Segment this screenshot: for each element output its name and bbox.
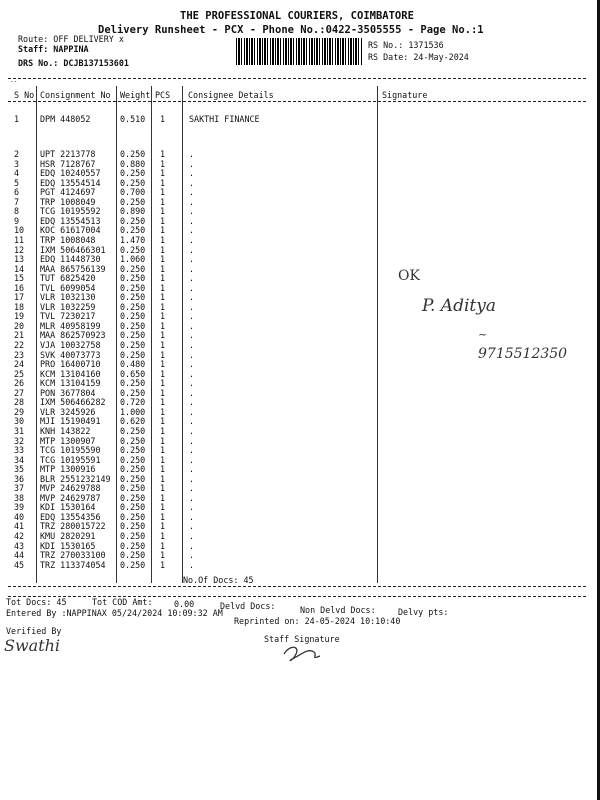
row-pcs: 1 bbox=[160, 206, 166, 217]
row-pcs: 1 bbox=[160, 387, 166, 398]
row-sno: 1 bbox=[14, 114, 20, 124]
handwritten-phone: 9715512350 bbox=[478, 346, 568, 362]
row-consignee: . bbox=[189, 473, 195, 484]
row-consignee: . bbox=[189, 196, 195, 207]
row-consignee: . bbox=[189, 445, 195, 456]
row-consignee: . bbox=[189, 425, 195, 436]
row-weight: 0.250 bbox=[120, 454, 146, 465]
row-pcs: 1 bbox=[160, 225, 166, 236]
row-weight: 1.060 bbox=[120, 254, 146, 265]
row-cons: IXM 506466301 bbox=[40, 244, 106, 255]
row-cons: TRZ 270033100 bbox=[40, 550, 106, 561]
row-weight: 0.250 bbox=[120, 540, 146, 551]
row-cons: TRP 1008048 bbox=[40, 234, 96, 245]
row-weight: 0.250 bbox=[120, 435, 146, 446]
row-consignee: . bbox=[189, 454, 195, 465]
row-cons: UPT 2213778 bbox=[40, 149, 96, 159]
row-weight: 0.720 bbox=[120, 397, 146, 408]
row-sno: 43 bbox=[14, 540, 25, 551]
row-cons: DPM 448052 bbox=[40, 114, 91, 124]
row-weight: 1.470 bbox=[120, 234, 146, 245]
row-cons: TUT 6825420 bbox=[40, 273, 96, 284]
row-consignee: . bbox=[189, 225, 195, 236]
row-consignee: . bbox=[189, 149, 195, 159]
row-cons: PRO 16400710 bbox=[40, 359, 101, 370]
row-weight: 0.250 bbox=[120, 168, 146, 179]
row-pcs: 1 bbox=[160, 464, 166, 475]
row-sno: 28 bbox=[14, 397, 25, 408]
row-cons: SVK 40073773 bbox=[40, 349, 101, 360]
row-cons: MJI 15190491 bbox=[40, 416, 101, 427]
row-sno: 33 bbox=[14, 445, 25, 456]
row-cons: KOC 61617004 bbox=[40, 225, 101, 236]
row-consignee: . bbox=[189, 292, 195, 303]
column-separator bbox=[377, 86, 378, 583]
row-cons: PGT 4124697 bbox=[40, 187, 96, 198]
row-pcs: 1 bbox=[160, 234, 166, 245]
row-weight: 0.880 bbox=[120, 158, 146, 169]
row-cons: EDQ 13554356 bbox=[40, 511, 101, 522]
row-pcs: 1 bbox=[160, 187, 166, 198]
company-title: THE PROFESSIONAL COURIERS, COIMBATORE bbox=[180, 10, 414, 22]
row-consignee: . bbox=[189, 464, 195, 475]
row-pcs: 1 bbox=[160, 340, 166, 350]
row-cons: KCM 13104159 bbox=[40, 378, 101, 389]
row-cons: TVL 6099054 bbox=[40, 282, 96, 293]
row-pcs: 1 bbox=[160, 454, 166, 465]
row-pcs: 1 bbox=[160, 114, 166, 124]
row-sno: 26 bbox=[14, 378, 25, 389]
row-cons: TRZ 113374054 bbox=[40, 559, 106, 570]
row-consignee: . bbox=[189, 320, 195, 331]
row-weight: 0.250 bbox=[120, 521, 146, 532]
row-weight: 0.250 bbox=[120, 464, 146, 475]
row-sno: 6 bbox=[14, 187, 20, 198]
row-consignee: . bbox=[189, 301, 195, 312]
row-pcs: 1 bbox=[160, 282, 166, 293]
row-weight: 0.620 bbox=[120, 416, 146, 427]
drs-number: DRS No.: DCJB137153601 bbox=[18, 58, 129, 68]
row-sno: 32 bbox=[14, 435, 25, 446]
row-weight: 0.250 bbox=[120, 531, 146, 541]
row-sno: 4 bbox=[14, 168, 20, 179]
row-sno: 24 bbox=[14, 359, 25, 370]
row-pcs: 1 bbox=[160, 273, 166, 284]
row-consignee: . bbox=[189, 330, 195, 341]
row-weight: 0.250 bbox=[120, 492, 146, 503]
row-pcs: 1 bbox=[160, 311, 166, 322]
row-sno: 12 bbox=[14, 244, 25, 255]
row-pcs: 1 bbox=[160, 301, 166, 312]
row-consignee: . bbox=[189, 359, 195, 370]
row-cons: VLR 1032130 bbox=[40, 292, 96, 303]
row-sno: 36 bbox=[14, 473, 25, 484]
row-consignee: . bbox=[189, 168, 195, 179]
row-weight: 0.510 bbox=[120, 114, 146, 124]
row-pcs: 1 bbox=[160, 406, 166, 417]
verifier-handwritten: Swathi bbox=[4, 636, 61, 655]
row-consignee: . bbox=[189, 263, 195, 274]
row-consignee: . bbox=[189, 435, 195, 446]
row-cons: MVP 24629788 bbox=[40, 483, 101, 494]
divider bbox=[8, 101, 586, 102]
row-weight: 0.250 bbox=[120, 244, 146, 255]
row-pcs: 1 bbox=[160, 521, 166, 532]
row-sno: 10 bbox=[14, 225, 25, 236]
row-cons: IXM 506466282 bbox=[40, 397, 106, 408]
rs-date: RS Date: 24-May-2024 bbox=[368, 52, 469, 62]
row-sno: 13 bbox=[14, 254, 25, 265]
row-pcs: 1 bbox=[160, 511, 166, 522]
row-sno: 20 bbox=[14, 320, 25, 331]
row-sno: 8 bbox=[14, 206, 20, 217]
runsheet-title: Delivery Runsheet - PCX - Phone No.:0422-3505555 - Page No.:1 bbox=[98, 24, 484, 36]
row-consignee: . bbox=[189, 559, 195, 570]
row-weight: 0.250 bbox=[120, 502, 146, 513]
col-consignee: Consignee Details bbox=[188, 90, 274, 100]
row-consignee: . bbox=[189, 387, 195, 398]
row-cons: HSR 7128767 bbox=[40, 158, 96, 169]
row-consignee: . bbox=[189, 540, 195, 551]
row-sno: 29 bbox=[14, 406, 25, 417]
row-cons: KMU 2820291 bbox=[40, 531, 96, 541]
no-of-docs: No.Of Docs: 45 bbox=[183, 575, 254, 585]
row-cons: MTP 1300907 bbox=[40, 435, 96, 446]
row-sno: 7 bbox=[14, 196, 20, 207]
row-sno: 45 bbox=[14, 559, 25, 570]
row-weight: 0.250 bbox=[120, 425, 146, 436]
row-pcs: 1 bbox=[160, 445, 166, 456]
row-consignee: . bbox=[189, 187, 195, 198]
route-label: Route: OFF DELIVERY x bbox=[18, 34, 124, 44]
row-cons: TRP 1008049 bbox=[40, 196, 96, 207]
row-cons: KCM 13104160 bbox=[40, 368, 101, 379]
row-cons: EDQ 11448730 bbox=[40, 254, 101, 265]
row-consignee: . bbox=[189, 177, 195, 188]
col-pcs: PCS bbox=[155, 90, 171, 100]
row-cons: MAA 865756139 bbox=[40, 263, 106, 274]
row-pcs: 1 bbox=[160, 320, 166, 331]
row-sno: 14 bbox=[14, 263, 25, 274]
row-weight: 0.250 bbox=[120, 273, 146, 284]
row-sno: 39 bbox=[14, 502, 25, 513]
row-weight: 0.890 bbox=[120, 206, 146, 217]
row-cons: KDI 1530165 bbox=[40, 540, 96, 551]
row-sno: 27 bbox=[14, 387, 25, 398]
row-sno: 22 bbox=[14, 340, 25, 350]
column-separator bbox=[182, 86, 183, 583]
delvy-pts: Delvy pts: bbox=[398, 607, 449, 617]
row-weight: 0.250 bbox=[120, 196, 146, 207]
handwritten-scribble: ~ bbox=[478, 328, 488, 341]
row-consignee: . bbox=[189, 311, 195, 322]
row-cons: VLR 1032259 bbox=[40, 301, 96, 312]
row-cons: MAA 862570923 bbox=[40, 330, 106, 341]
row-consignee: . bbox=[189, 215, 195, 226]
row-sno: 37 bbox=[14, 483, 25, 494]
row-cons: MLR 40958199 bbox=[40, 320, 101, 331]
rs-number: RS No.: 1371536 bbox=[368, 40, 444, 50]
verified-by: Verified By bbox=[6, 626, 62, 636]
row-pcs: 1 bbox=[160, 368, 166, 379]
row-pcs: 1 bbox=[160, 378, 166, 389]
row-pcs: 1 bbox=[160, 254, 166, 265]
staff-signature-label: Staff Signature bbox=[264, 634, 340, 644]
divider bbox=[8, 78, 586, 79]
row-pcs: 1 bbox=[160, 416, 166, 427]
row-weight: 0.650 bbox=[120, 368, 146, 379]
row-pcs: 1 bbox=[160, 196, 166, 207]
row-pcs: 1 bbox=[160, 244, 166, 255]
row-sno: 5 bbox=[14, 177, 20, 188]
row-cons: PON 3677804 bbox=[40, 387, 96, 398]
row-sno: 17 bbox=[14, 292, 25, 303]
reprinted-on: Reprinted on: 24-05-2024 10:10:40 bbox=[234, 616, 401, 626]
row-weight: 1.000 bbox=[120, 406, 146, 417]
row-weight: 0.250 bbox=[120, 511, 146, 522]
row-consignee: . bbox=[189, 406, 195, 417]
row-consignee: SAKTHI FINANCE bbox=[189, 114, 260, 124]
row-sno: 21 bbox=[14, 330, 25, 341]
row-cons: EDQ 10240557 bbox=[40, 168, 101, 179]
row-consignee: . bbox=[189, 416, 195, 427]
non-delvd-docs: Non Delvd Docs: bbox=[300, 605, 376, 615]
row-cons: EDQ 13554513 bbox=[40, 215, 101, 226]
row-weight: 0.250 bbox=[120, 292, 146, 303]
row-cons: MTP 1300916 bbox=[40, 464, 96, 475]
row-weight: 0.250 bbox=[120, 215, 146, 226]
row-consignee: . bbox=[189, 492, 195, 503]
row-weight: 0.250 bbox=[120, 311, 146, 322]
row-weight: 0.250 bbox=[120, 149, 146, 159]
row-pcs: 1 bbox=[160, 550, 166, 561]
row-consignee: . bbox=[189, 340, 195, 350]
row-pcs: 1 bbox=[160, 263, 166, 274]
col-signature: Signature bbox=[382, 90, 428, 100]
row-sno: 11 bbox=[14, 234, 25, 245]
row-consignee: . bbox=[189, 511, 195, 522]
row-cons: KNH 143822 bbox=[40, 425, 91, 436]
row-cons: TCG 10195592 bbox=[40, 206, 101, 217]
row-pcs: 1 bbox=[160, 330, 166, 341]
row-consignee: . bbox=[189, 483, 195, 494]
dash-mark: -- bbox=[10, 78, 18, 85]
delvd-docs: Delvd Docs: bbox=[220, 601, 276, 611]
row-weight: 0.700 bbox=[120, 187, 146, 198]
row-cons: BLR 2551232149 bbox=[40, 473, 111, 484]
row-weight: 0.250 bbox=[120, 387, 146, 398]
row-sno: 31 bbox=[14, 425, 25, 436]
row-pcs: 1 bbox=[160, 540, 166, 551]
row-pcs: 1 bbox=[160, 483, 166, 494]
row-pcs: 1 bbox=[160, 359, 166, 370]
row-weight: 0.480 bbox=[120, 359, 146, 370]
row-cons: MVP 24629787 bbox=[40, 492, 101, 503]
row-sno: 16 bbox=[14, 282, 25, 293]
row-cons: TVL 7230217 bbox=[40, 311, 96, 322]
row-sno: 40 bbox=[14, 511, 25, 522]
row-cons: VJA 10032758 bbox=[40, 340, 101, 350]
row-weight: 0.250 bbox=[120, 225, 146, 236]
row-sno: 18 bbox=[14, 301, 25, 312]
row-consignee: . bbox=[189, 349, 195, 360]
row-consignee: . bbox=[189, 550, 195, 561]
row-pcs: 1 bbox=[160, 435, 166, 446]
staff-label: Staff: NAPPINA bbox=[18, 44, 89, 54]
row-weight: 0.250 bbox=[120, 559, 146, 570]
row-pcs: 1 bbox=[160, 425, 166, 436]
row-consignee: . bbox=[189, 378, 195, 389]
row-pcs: 1 bbox=[160, 502, 166, 513]
row-consignee: . bbox=[189, 521, 195, 532]
row-weight: 0.250 bbox=[120, 349, 146, 360]
row-pcs: 1 bbox=[160, 158, 166, 169]
row-cons: TCG 10195590 bbox=[40, 445, 101, 456]
handwritten-ok: OK bbox=[398, 268, 420, 284]
row-pcs: 1 bbox=[160, 168, 166, 179]
row-consignee: . bbox=[189, 531, 195, 541]
row-weight: 0.250 bbox=[120, 177, 146, 188]
row-weight: 0.250 bbox=[120, 301, 146, 312]
row-sno: 34 bbox=[14, 454, 25, 465]
row-pcs: 1 bbox=[160, 215, 166, 226]
row-sno: 30 bbox=[14, 416, 25, 427]
row-weight: 0.250 bbox=[120, 340, 146, 350]
row-weight: 0.250 bbox=[120, 473, 146, 484]
row-pcs: 1 bbox=[160, 149, 166, 159]
row-sno: 25 bbox=[14, 368, 25, 379]
col-consignment: Consignment No bbox=[40, 90, 111, 100]
row-pcs: 1 bbox=[160, 292, 166, 303]
row-consignee: . bbox=[189, 368, 195, 379]
row-consignee: . bbox=[189, 244, 195, 255]
row-weight: 0.250 bbox=[120, 330, 146, 341]
row-consignee: . bbox=[189, 234, 195, 245]
row-pcs: 1 bbox=[160, 397, 166, 408]
row-consignee: . bbox=[189, 158, 195, 169]
row-pcs: 1 bbox=[160, 349, 166, 360]
col-sno: S No bbox=[14, 90, 35, 100]
row-weight: 0.250 bbox=[120, 320, 146, 331]
row-sno: 35 bbox=[14, 464, 25, 475]
row-sno: 42 bbox=[14, 531, 25, 541]
column-separator bbox=[36, 86, 37, 583]
barcode bbox=[236, 38, 362, 65]
row-consignee: . bbox=[189, 502, 195, 513]
row-sno: 15 bbox=[14, 273, 25, 284]
row-consignee: . bbox=[189, 206, 195, 217]
row-sno: 38 bbox=[14, 492, 25, 503]
col-weight: Weight bbox=[120, 90, 151, 100]
row-weight: 0.250 bbox=[120, 550, 146, 561]
row-sno: 3 bbox=[14, 158, 20, 169]
row-cons: TCG 10195591 bbox=[40, 454, 101, 465]
row-cons: VLR 3245926 bbox=[40, 406, 96, 417]
tot-cod-value: 0.00 bbox=[174, 599, 195, 609]
row-weight: 0.250 bbox=[120, 282, 146, 293]
row-consignee: . bbox=[189, 273, 195, 284]
row-cons: KDI 1530164 bbox=[40, 502, 96, 513]
row-pcs: 1 bbox=[160, 177, 166, 188]
row-weight: 0.250 bbox=[120, 483, 146, 494]
row-sno: 44 bbox=[14, 550, 25, 561]
row-sno: 23 bbox=[14, 349, 25, 360]
row-sno: 9 bbox=[14, 215, 20, 226]
row-pcs: 1 bbox=[160, 531, 166, 541]
row-sno: 19 bbox=[14, 311, 25, 322]
row-cons: EDQ 13554514 bbox=[40, 177, 101, 188]
row-cons: TRZ 280015722 bbox=[40, 521, 106, 532]
row-sno: 41 bbox=[14, 521, 25, 532]
row-weight: 0.250 bbox=[120, 263, 146, 274]
entered-by: Entered By :NAPPINAX 05/24/2024 10:09:32 AM bbox=[6, 608, 223, 618]
row-consignee: . bbox=[189, 282, 195, 293]
row-sno: 2 bbox=[14, 149, 20, 159]
staff-signature-scribble bbox=[280, 642, 324, 664]
column-separator bbox=[151, 86, 152, 583]
column-separator bbox=[116, 86, 117, 583]
row-weight: 0.250 bbox=[120, 445, 146, 456]
row-pcs: 1 bbox=[160, 559, 166, 570]
row-pcs: 1 bbox=[160, 492, 166, 503]
handwritten-signature: P. Aditya bbox=[422, 296, 496, 316]
row-consignee: . bbox=[189, 254, 195, 265]
row-pcs: 1 bbox=[160, 473, 166, 484]
row-weight: 0.250 bbox=[120, 378, 146, 389]
tot-cod-label: Tot COD Amt: bbox=[92, 597, 153, 607]
tot-docs: Tot Docs: 45 bbox=[6, 597, 67, 607]
divider bbox=[8, 586, 586, 587]
row-consignee: . bbox=[189, 397, 195, 408]
